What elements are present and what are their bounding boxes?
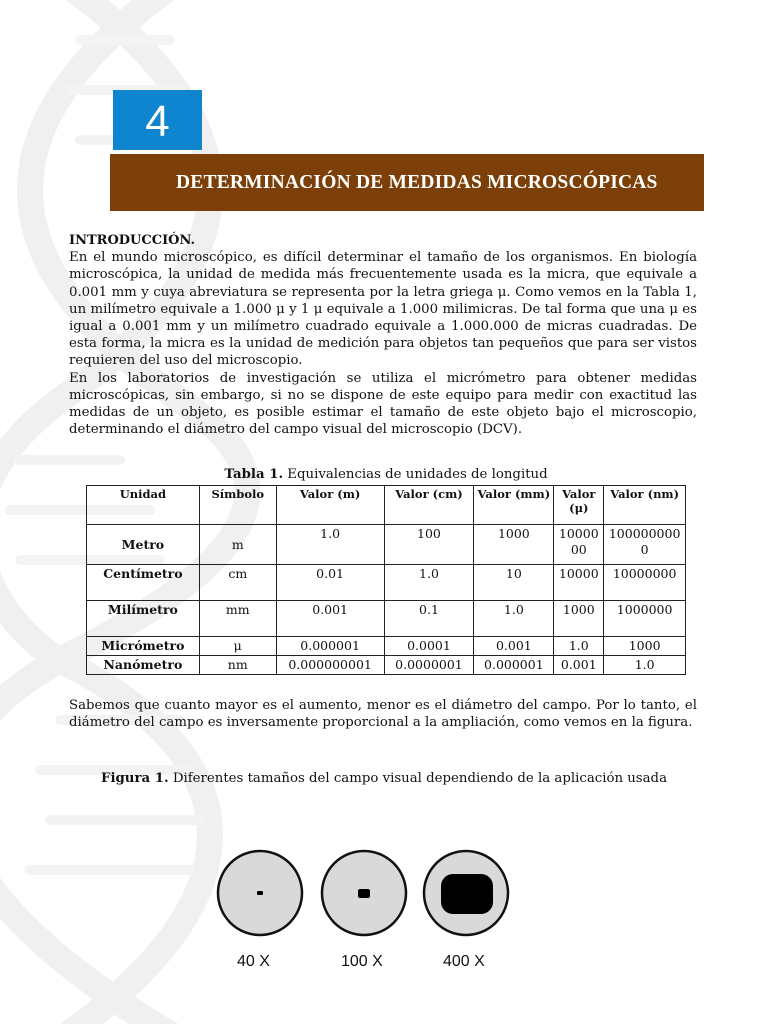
units-table [86,485,686,675]
table-cell: 1000000 [604,601,686,637]
table-cell: 1.0 [384,565,474,601]
table-header-row [87,486,686,525]
table-header: Unidad [87,486,200,525]
table-caption-text: Equivalencias de unidades de longitud [283,467,548,482]
table-cell: cm [199,565,276,601]
intro-paragraph-1: En el mundo microscópico, es difícil determinar el tamaño de los organismos. En biología microscópica, la unidad de medida más frecuentemente usada es la micra, que equivale a 0.001 mm y cuya abreviatura se representa por la letra griega μ. Como vemos en la Tabla 1, un milímetro equivale a 1.000 μ y 1 μ equivale a 1.000 milimicras. De tal forma que una μ es igual a 0.001 mm y un milímetro cuadrado equivale a 1.000.000 de micras cuadradas. De esta forma, la micra es la unidad de medición para objetos tan pequeños que para ser vistos requieren del uso del microscopio. [69,250,697,369]
table-header: Valor (nm) [604,486,686,525]
table-cell: 10000000 [604,565,686,601]
table-cell: 0.001 [554,656,604,675]
table-header: Valor (μ) [554,486,604,525]
table-row [87,565,686,601]
table-cell: 0.1 [384,601,474,637]
table-cell: 1000000 [554,525,604,565]
table-cell: μ [199,637,276,656]
figure-caption [100,770,668,788]
figure-caption-label: Figura 1. [101,771,169,786]
table-header: Valor (cm) [384,486,474,525]
table-cell: 0.0000001 [384,656,474,675]
table-cell: Milímetro [87,601,200,637]
paragraph-3: Sabemos que cuanto mayor es el aumento, menor es el diámetro del campo. Por lo tanto, el diámetro del campo es inversamente proporcional a la ampliación, como vemos en la figura. [69,698,697,731]
chapter-title: DETERMINACIÓN DE MEDIDAS MICROSCÓPICAS [110,154,704,211]
table-cell: 1.0 [604,656,686,675]
table-cell: 0.000001 [474,656,554,675]
table-cell: 1000 [554,601,604,637]
table-cell: mm [199,601,276,637]
table-row [87,525,686,565]
table-header: Valor (mm) [474,486,554,525]
chapter-number: 4 [113,90,202,150]
table-cell: 0.001 [276,601,384,637]
table-row [87,637,686,656]
table-header: Valor (m) [276,486,384,525]
intro-paragraph-2: En los laboratorios de investigación se utiliza el micrómetro para obtener medidas microscópicas, sin embargo, si no se dispone de este equipo para medir con exactitud las medidas de un objeto, es posible estimar el tamaño de este objeto bajo el microscopio, determinando el diámetro del campo visual del microscopio (DCV). [69,370,697,438]
table-cell: 1.0 [276,525,384,565]
table-cell: nm [199,656,276,675]
table-cell: m [199,525,276,565]
magnification-label-100x: 100 X [341,953,383,970]
table-cell: 1000000000 [604,525,686,565]
table-cell: 100 [384,525,474,565]
object-40x [257,891,263,895]
table-caption [86,467,686,482]
magnification-label-40x: 40 X [237,953,270,970]
table-header: Símbolo [199,486,276,525]
table-cell: 1.0 [474,601,554,637]
intro-heading: INTRODUCCIÓN. [69,233,196,248]
table-caption-label: Tabla 1. [224,467,284,482]
table-cell: 1000 [604,637,686,656]
table-cell: 0.000000001 [276,656,384,675]
table-cell: 10 [474,565,554,601]
table-cell: Metro [87,525,200,565]
figure-caption-text: Diferentes tamaños del campo visual dependiendo de la aplicación usada [168,771,667,786]
table-cell: 0.001 [474,637,554,656]
table-cell: 1000 [474,525,554,565]
object-400x [441,874,493,914]
table-cell: Micrómetro [87,637,200,656]
table-cell: 10000 [554,565,604,601]
object-100x [358,889,370,898]
table-row [87,601,686,637]
intro-section [69,232,697,438]
table-cell: 0.0001 [384,637,474,656]
table-cell: 0.01 [276,565,384,601]
table-cell: 0.000001 [276,637,384,656]
table-cell: Nanómetro [87,656,200,675]
table-cell: 1.0 [554,637,604,656]
table-cell: Centímetro [87,565,200,601]
table-row [87,656,686,675]
magnification-label-400x: 400 X [443,953,485,970]
